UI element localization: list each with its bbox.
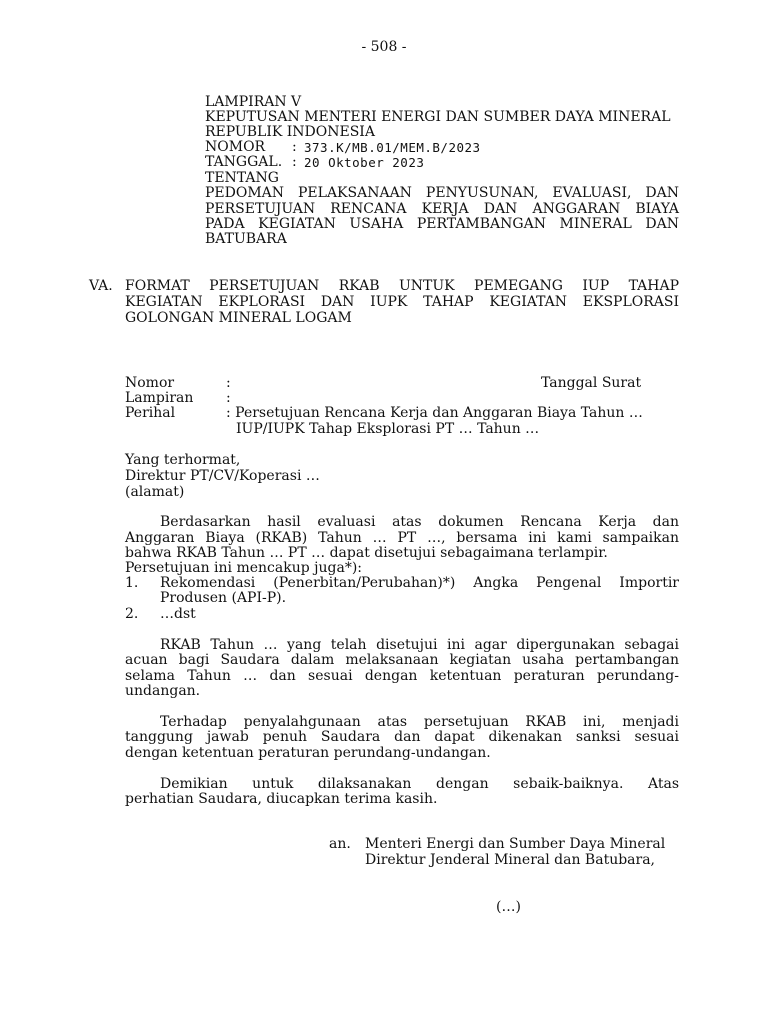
- paragraph-line: tanggung jawab penuh Saudara dan dapat dikenakan sanksi sesuai: [125, 729, 679, 745]
- list-item-number: 1.: [125, 575, 139, 591]
- paragraph-line: Demikian untuk dilaksanakan dengan sebaik-baiknya. Atas: [160, 776, 679, 792]
- section-title-line: FORMAT PERSETUJUAN RKAB UNTUK PEMEGANG IUP TAHAP: [125, 278, 679, 294]
- tentang-label: TENTANG: [205, 170, 279, 186]
- list-item-text: Produsen (API-P).: [160, 590, 287, 606]
- tanggal-surat-label: Tanggal Surat: [541, 375, 642, 391]
- letter-perihal-line: : Persetujuan Rencana Kerja dan Anggaran Biaya Tahun …: [226, 405, 643, 421]
- scope-intro: Persetujuan ini mencakup juga*):: [125, 560, 362, 576]
- section-title-line: GOLONGAN MINERAL LOGAM: [125, 310, 352, 326]
- list-item-text: Rekomendasi (Penerbitan/Perubahan)*) Angka Pengenal Importir: [160, 575, 679, 591]
- letter-nomor-separator: :: [226, 375, 231, 391]
- letter-lampiran-separator: :: [226, 390, 231, 406]
- tanggal-separator: :: [292, 154, 297, 170]
- signature-line: Menteri Energi dan Sumber Daya Mineral: [365, 836, 666, 852]
- nomor-value: 373.K/MB.01/MEM.B/2023: [304, 140, 481, 155]
- nomor-label: NOMOR: [205, 139, 266, 155]
- signature-an: an.: [329, 836, 351, 852]
- subject-line: PADA KEGIATAN USAHA PERTAMBANGAN MINERAL DAN: [205, 216, 679, 232]
- subject-line: PERSETUJUAN RENCANA KERJA DAN ANGGARAN BIAYA: [205, 201, 679, 217]
- republik-label: REPUBLIK INDONESIA: [205, 124, 375, 140]
- section-title-line: KEGIATAN EKPLORASI DAN IUPK TAHAP KEGIATAN EKSPLORASI: [125, 294, 679, 310]
- list-item-number: 2.: [125, 606, 139, 622]
- keputusan-title: KEPUTUSAN MENTERI ENERGI DAN SUMBER DAYA MINERAL: [205, 109, 671, 125]
- paragraph-line: dengan ketentuan peraturan perundang-undangan.: [125, 745, 491, 761]
- paragraph-line: bahwa RKAB Tahun … PT … dapat disetujui sebagaimana terlampir.: [125, 545, 608, 561]
- tanggal-label: TANGGAL.: [205, 154, 283, 170]
- paragraph-line: perhatian Saudara, diucapkan terima kasih.: [125, 791, 438, 807]
- addressee-line: Direktur PT/CV/Koperasi …: [125, 468, 320, 484]
- nomor-separator: :: [292, 139, 297, 155]
- list-item-text: …dst: [160, 606, 196, 622]
- tanggal-value: 20 Oktober 2023: [304, 155, 425, 170]
- paragraph-line: undangan.: [125, 683, 201, 699]
- page-number: - 508 -: [361, 39, 407, 55]
- signature-line: Direktur Jenderal Mineral dan Batubara,: [365, 852, 656, 868]
- paragraph-line: Anggaran Biaya (RKAB) Tahun … PT …, bersama ini kami sampaikan: [125, 530, 679, 546]
- addressee-line: (alamat): [125, 484, 185, 500]
- paragraph-line: RKAB Tahun … yang telah disetujui ini agar dipergunakan sebagai: [160, 637, 679, 653]
- paragraph-line: Terhadap penyalahgunaan atas persetujuan RKAB ini, menjadi: [160, 714, 679, 730]
- lampiran-label: LAMPIRAN V: [205, 94, 302, 110]
- paragraph-line: Berdasarkan hasil evaluasi atas dokumen Rencana Kerja dan: [160, 514, 679, 530]
- letter-perihal-label: Perihal: [125, 405, 176, 421]
- letter-nomor-label: Nomor: [125, 375, 175, 391]
- subject-line: PEDOMAN PELAKSANAAN PENYUSUNAN, EVALUASI, DAN: [205, 185, 679, 201]
- signature-placeholder: (…): [496, 899, 521, 915]
- addressee-line: Yang terhormat,: [125, 452, 241, 468]
- paragraph-line: selama Tahun … dan sesuai dengan ketentuan peraturan perundang-: [125, 668, 679, 684]
- letter-perihal-line: IUP/IUPK Tahap Eksplorasi PT … Tahun …: [236, 421, 540, 437]
- subject-line: BATUBARA: [205, 231, 287, 247]
- letter-lampiran-label: Lampiran: [125, 390, 194, 406]
- paragraph-line: acuan bagi Saudara dalam melaksanaan kegiatan usaha pertambangan: [125, 652, 679, 668]
- section-number: VA.: [89, 278, 113, 294]
